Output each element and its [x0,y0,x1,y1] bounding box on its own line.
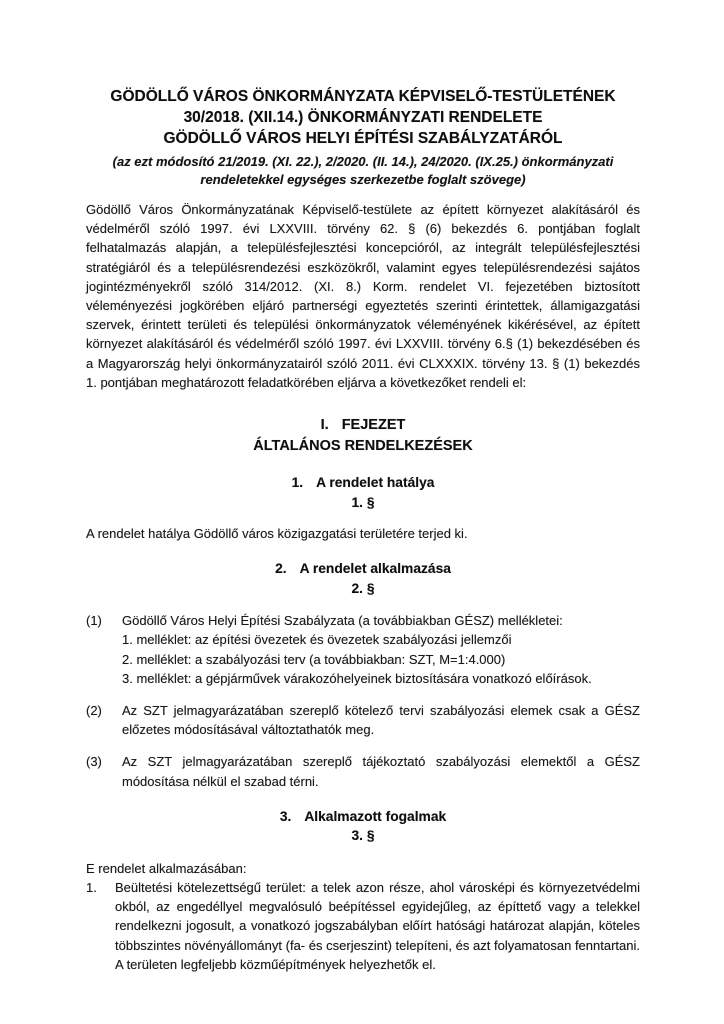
amendment-note: (az ezt módosító 21/2019. (XI. 22.), 2/2020. (II. 14.), 24/2020. (IX.25.) önkormányzati rendeletekkel egységes szerkezetbe foglalt szövege) [112,154,614,187]
section-1-title-line [86,473,640,493]
clause-1-text: Gödöllő Város Helyi Építési Szabályzata (a továbbiakban GÉSZ) mellékletei: [122,613,563,629]
section-3-number: 3. [279,808,292,824]
document-header [86,86,640,189]
clause-2-text: Az SZT jelmagyarázatában szereplő kötelező tervi szabályozási elemek csak a GÉSZ előzetes módosításával változtathatók meg. [122,703,640,738]
section-3-title: Alkalmazott fogalmak [304,808,447,824]
clause-3 [86,752,640,790]
chapter-heading [86,415,640,457]
clause-3-text: Az SZT jelmagyarázatában szereplő tájékoztató szabályozási elemektől a GÉSZ módosítása nélkül el szabad térni. [122,754,640,789]
clause-3-marker: (3) [86,754,102,770]
section-3-heading [86,807,640,846]
section-1-number: 1. [291,475,304,491]
section-1-body: A rendelet hatálya Gödöllő város közigazgatási területére terjed ki. [86,526,468,542]
section-1-paragraph-sign: 1. § [351,494,375,510]
definitions-intro: E rendelet alkalmazásában: [86,860,247,876]
preamble-paragraph: Gödöllő Város Önkormányzatának Képviselő-testülete az épített környezet alakításáról és védelméről szóló 1997. évi LXXVIII. törvény 62. § (6) bekezdés 6. pontjában foglalt felhatalmazás alapján, a településfejlesztési koncepcióról, az integrált településfejlesztési stratégiáról és a településrendezési eszközökről, valamint egyes településrendezési sajátos jogintézményekről szóló 314/2012. (XI. 8.) Korm. rendelet VI. fejezetében biztosított véleményezési jogkörében eljáró partnerségi egyeztetés szerinti érintettek, államigazgatási szervek, érintett területi és települési önkormányzatok véleményének kikérésével, az épített környezet alakításáról és védelméről szóló 1997. évi LXXVIII. törvény 6.§ (1) bekezdésében és a Magyarország helyi önkormányzatairól szóló 2011. évi CLXXXIX. törvény 13. § (1) bekezdés 1. pontjában meghatározott feladatkörében eljárva a következőket rendeli el: [86,202,640,390]
title-line-subject: GÖDÖLLŐ VÁROS HELYI ÉPÍTÉSI SZABÁLYZATÁRÓL [163,130,563,147]
annex-1: 1. melléklet: az építési övezetek és övezetek szabályozási jellemzői [122,632,512,648]
chapter-label: FEJEZET [341,417,406,434]
definition-1-marker: 1. [86,880,97,896]
clause-1-body [122,611,640,688]
section-2-paragraph-sign: 2. § [351,580,375,596]
clause-2 [86,701,640,739]
definition-1 [86,878,640,974]
annex-2: 2. melléklet: a szabályozási terv (a továbbiakban: SZT, M=1:4.000) [122,651,506,667]
section-3-paragraph-sign: 3. § [351,828,375,844]
title-line-authority: GÖDÖLLŐ VÁROS ÖNKORMÁNYZATA KÉPVISELŐ-TESTÜLETÉNEK [110,88,616,105]
clause-1-marker: (1) [86,613,102,629]
section-3-title-line [86,807,640,827]
section-1-heading [86,473,640,512]
annex-3: 3. melléklet: a gépjárművek várakozóhelyeinek biztosítására vonatkozó előírások. [122,670,592,686]
chapter-title: ÁLTALÁNOS RENDELKEZÉSEK [253,438,473,455]
section-2-heading [86,559,640,598]
section-1-title: A rendelet hatálya [316,475,435,491]
chapter-number-line [86,415,640,436]
chapter-number: I. [320,417,329,434]
section-2-title-line [86,559,640,579]
clause-2-marker: (2) [86,703,102,719]
definition-1-text: Beültetési kötelezettségű terület: a telek azon része, ahol városképi és környezetvédelmi okból, az engedéllyel megvalósuló beépítéssel egyidejűleg, az építtető vagy a telekkel rendelkezni jogosult, a vonatkozó jogszabályban előírt hatósági határozat alapján, köteles többszintes növényállományt (fa- és cserjeszint) telepíteni, és azt folyamatosan fenntartani. A területen legfeljebb közműépítmények helyezhetők el. [115,880,640,972]
title-line-decree-number: 30/2018. (XII.14.) ÖNKORMÁNYZATI RENDELETE [183,109,543,126]
section-2-number: 2. [275,561,287,577]
section-2-title: A rendelet alkalmazása [299,561,451,577]
clause-1 [86,611,640,688]
